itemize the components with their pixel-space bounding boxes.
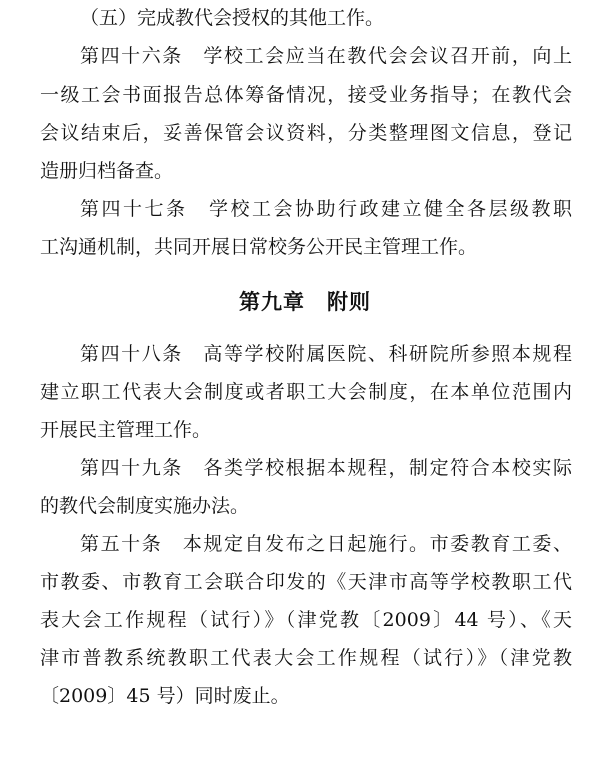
article-50-line-4: 津市普教系统教职工代表大会工作规程（试行）》（津党教: [40, 647, 572, 669]
article-46-line-1: 第四十六条 学校工会应当在教代会会议召开前，向上: [80, 45, 572, 67]
article-50-line-2: 市教委、市教育工会联合印发的《天津市高等学校教职工代: [40, 571, 572, 593]
article-46-line-4: 造册归档备查。: [40, 160, 174, 182]
article-47-line-2: 工沟通机制，共同开展日常校务公开民主管理工作。: [40, 236, 478, 258]
article-49-line-1: 第四十九条 各类学校根据本规程，制定符合本校实际: [80, 457, 572, 479]
article-50-line-5: 〔2009〕45 号）同时废止。: [40, 685, 290, 707]
article-50-line-1: 第五十条 本规定自发布之日起施行。市委教育工委、: [80, 533, 572, 555]
article-48-line-3: 开展民主管理工作。: [40, 419, 212, 441]
article-50-line-3: 表大会工作规程（试行）》（津党教〔2009〕44 号）、《天: [40, 609, 572, 631]
article-48-line-2: 建立职工代表大会制度或者职工大会制度，在本单位范围内: [40, 381, 572, 403]
article-47-line-1: 第四十七条 学校工会协助行政建立健全各层级教职: [80, 198, 572, 220]
item-5-line: （五）完成教代会授权的其他工作。: [80, 7, 385, 29]
article-46-line-2: 一级工会书面报告总体筹备情况，接受业务指导；在教代会: [40, 84, 572, 106]
chapter-heading: 第九章 附则: [239, 290, 371, 314]
article-48-line-1: 第四十八条 高等学校附属医院、科研院所参照本规程: [80, 343, 572, 365]
article-49-line-2: 的教代会制度实施办法。: [40, 495, 250, 517]
article-46-line-3: 会议结束后，妥善保管会议资料，分类整理图文信息，登记: [40, 122, 572, 144]
